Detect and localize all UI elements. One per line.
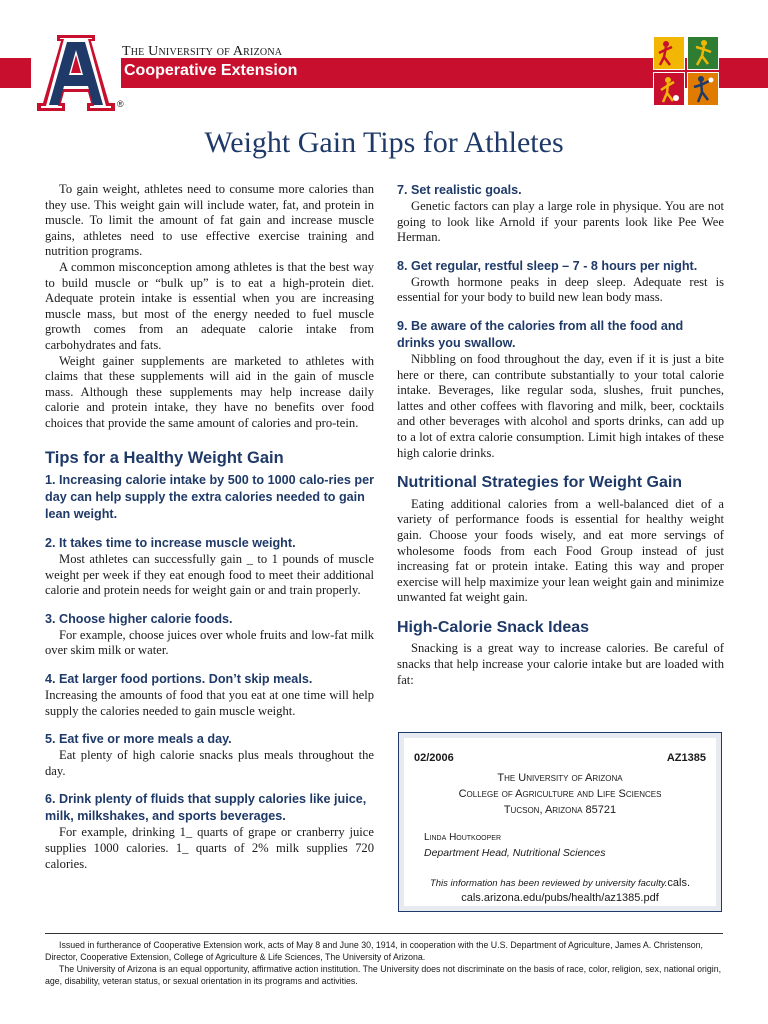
athlete-tile bbox=[653, 36, 685, 70]
publication-info-box bbox=[398, 732, 722, 912]
athlete-tile bbox=[687, 36, 719, 70]
tip-heading: 7. Set realistic goals. bbox=[397, 183, 522, 197]
snacks-title: High-Calorie Snack Ideas bbox=[397, 618, 590, 636]
publication-info-inner bbox=[404, 738, 716, 906]
publication-url[interactable]: cals.arizona.edu/pubs/health/az1385.pdf bbox=[461, 892, 659, 904]
info-university: The University of Arizona bbox=[497, 772, 623, 784]
info-college: College of Agriculture and Life Sciences bbox=[458, 788, 662, 800]
tip-heading: 3. Choose higher calorie foods. bbox=[45, 611, 233, 626]
tip-body: Most athletes can successfully gain _ to 1 pounds of muscle weight per week if they eat enough food to meet their additional calorie and protein needs for weight gain or and train properly. bbox=[45, 552, 374, 598]
athletes-graphic bbox=[653, 36, 721, 108]
page-title: Weight Gain Tips for Athletes bbox=[204, 126, 564, 159]
tip-heading: 5. Eat five or more meals a day. bbox=[45, 732, 232, 747]
intro-paragraph: To gain weight, athletes need to consume more calories than they use. This weight gain will include water, fat, and protein in muscle. To limit the amount of fat gain and increase muscle gains, athletes need to use effective exercise training and nutrition programs. bbox=[45, 182, 374, 259]
university-logo bbox=[31, 33, 121, 115]
review-note bbox=[404, 877, 716, 889]
tip-body: Eat plenty of high calorie snacks plus meals throughout the day. bbox=[45, 748, 374, 778]
review-text: This information has been reviewed by university faculty. bbox=[429, 878, 668, 889]
publication-date: 02/2006 bbox=[414, 752, 454, 764]
left-column bbox=[45, 182, 374, 872]
registered-mark: ® bbox=[117, 99, 124, 109]
department-name: Cooperative Extension bbox=[124, 62, 298, 79]
tip-body: Growth hormone peaks in deep sleep. Adequate rest is essential for your body to build new lean body mass. bbox=[397, 274, 724, 305]
tip-heading: 4. Eat larger food portions. Don’t skip meals. bbox=[45, 672, 313, 687]
author-role: Department Head, Nutritional Sciences bbox=[424, 847, 606, 859]
snacks-body: Snacking is a great way to increase calories. Be careful of snacks that help increase your calorie intake but are loaded with fat: bbox=[397, 641, 724, 687]
right-column bbox=[397, 182, 724, 688]
author-name: Linda Houtkooper bbox=[424, 832, 502, 843]
info-location: Tucson, Arizona 85721 bbox=[503, 804, 617, 816]
tip-body: Increasing the amounts of food that you eat at one time will help supply the calories needed to gain muscle weight. bbox=[45, 688, 374, 718]
tips-section-title: Tips for a Healthy Weight Gain bbox=[45, 448, 284, 467]
tip-body: Nibbling on food throughout the day, even if it is just a bite here or there, can contribute substantially to your total calorie intake. Beverages, like regular soda, slushes, fruit punches, lattes and other coffees with flavoring and milk, beer, cocktails and other beverages with alcohol and sports drinks, can add up to a lot of extra calorie consumption. Limit high intakes of these high calorie drinks. bbox=[397, 351, 724, 460]
tip-heading: 1. Increasing calorie intake by 500 to 1000 calo-ries per day can help supply the extra calories needed to gain lean weight. bbox=[45, 473, 374, 522]
review-tail: cals. bbox=[667, 877, 691, 889]
tip-heading: 6. Drink plenty of fluids that supply calories like juice, milk, milkshakes, and sports beverages. bbox=[45, 792, 367, 824]
header bbox=[0, 0, 768, 120]
strategies-title: Nutritional Strategies for Weight Gain bbox=[397, 474, 683, 492]
university-name: The University of Arizona bbox=[122, 44, 283, 59]
tip-heading: 9. Be aware of the calories from all the food and drinks you swallow. bbox=[397, 318, 684, 350]
intro-paragraph: Weight gainer supplements are marketed to athletes with claims that these supplements will aid in the gain of muscle mass. Although these supplements may help increase daily calorie and protein intake, they have no benefits over food choices that provide the same amount of calories and pro-tein. bbox=[45, 353, 374, 430]
athlete-tile bbox=[687, 72, 719, 106]
tip-body: For example, choose juices over whole fruits and low-fat milk over skim milk or water. bbox=[45, 627, 374, 658]
tip-heading: 2. It takes time to increase muscle weight. bbox=[45, 536, 296, 551]
tip-heading: 8. Get regular, restful sleep – 7 - 8 hours per night. bbox=[397, 258, 698, 273]
tip-body: Genetic factors can play a large role in physique. You are not going to look like Arnold if your parents look like Pee Wee Herman. bbox=[397, 199, 724, 245]
footer-paragraph: The University of Arizona is an equal opportunity, affirmative action institution. The University does not discriminate on the basis of race, color, religion, sex, national origin, age, disability, veteran status, or sexual orientation in its programs and activities. bbox=[45, 964, 722, 986]
footer-paragraph: Issued in furtherance of Cooperative Extension work, acts of May 8 and June 30, 1914, in cooperation with the U.S. Department of Agriculture, James A. Christenson, Director, Cooperative Extension, College of Agriculture & Life Sciences, The University of Arizona. bbox=[45, 940, 703, 962]
tip-body: For example, drinking 1_ quarts of grape or cranberry juice supplies 1000 calories. 1_ quarts of 2% milk supplies 720 calories. bbox=[45, 825, 374, 871]
footer bbox=[45, 939, 723, 987]
athlete-tile bbox=[653, 72, 685, 106]
strategies-body: Eating additional calories from a well-balanced diet of a variety of performance foods is essential for healthy weight gain. Choose your foods wisely, and eat more servings of wholesome foods from each Food Group instead of just increasing fat or protein intake. Eating this way and proper exercise will help maximize your lean weight gain and minimize unwanted fat weight gain. bbox=[397, 496, 724, 605]
footer-divider bbox=[45, 933, 723, 934]
publication-code: AZ1385 bbox=[666, 752, 706, 764]
intro-paragraph: A common misconception among athletes is that the best way to build muscle or “bulk up” is to eat a high-protein diet. Adequate protein intake is essential when you are increasing muscle mass, but most of the energy needed to fuel muscle growth comes from an adequate calorie intake from carbohydrates and fats. bbox=[45, 259, 374, 352]
